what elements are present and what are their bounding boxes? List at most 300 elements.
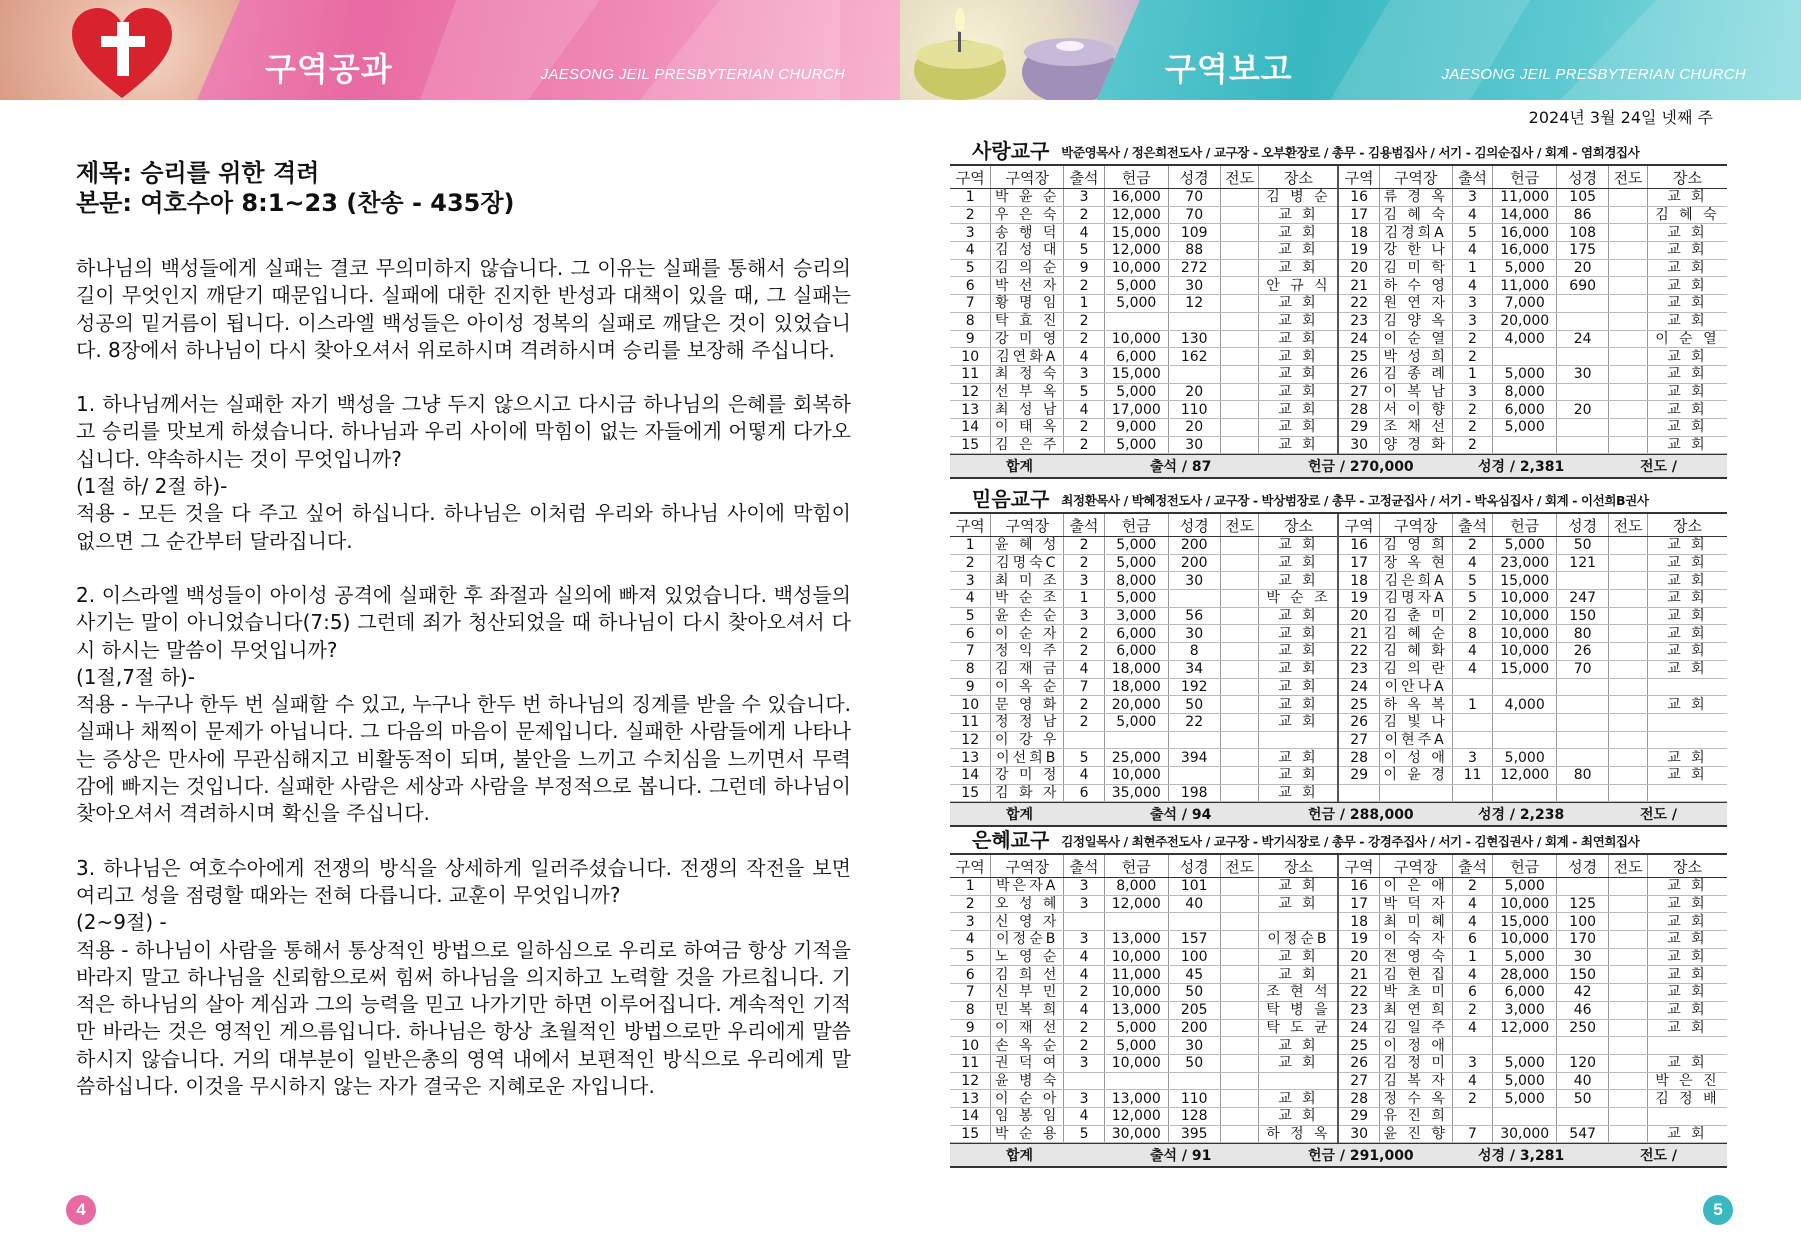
table-row (950, 713, 1727, 731)
table-cell: 4 (1064, 401, 1105, 419)
table-cell (1609, 931, 1648, 949)
table-cell: 2 (1064, 696, 1105, 714)
table-cell (1259, 1072, 1339, 1090)
table-cell (1220, 1107, 1259, 1125)
table-cell: 4 (950, 590, 991, 608)
table-cell: 5,000 (1493, 878, 1557, 896)
table-cell: 6 (950, 966, 991, 984)
table-cell: 13,000 (1104, 1090, 1168, 1108)
table-cell: 교 회 (1259, 312, 1339, 330)
column-header: 장소 (1647, 855, 1727, 878)
table-cell: 류 경 옥 (1379, 189, 1452, 207)
table-cell: 395 (1168, 1125, 1220, 1143)
table-cell (1220, 242, 1259, 260)
table-cell: 20,000 (1493, 312, 1557, 330)
table-cell (1452, 784, 1493, 802)
table-cell: 6 (950, 625, 991, 643)
table-cell: 이안나A (1379, 678, 1452, 696)
table-cell (1220, 277, 1259, 295)
table-cell: 70 (1168, 189, 1220, 207)
table-cell: 5,000 (1104, 713, 1168, 731)
table-cell: 18,000 (1104, 660, 1168, 678)
table-cell: 안 규 식 (1259, 277, 1339, 295)
table-cell: 이 강 우 (991, 731, 1064, 749)
table-cell: 권 덕 여 (991, 1054, 1064, 1072)
table-cell: 70 (1168, 206, 1220, 224)
table-row (950, 537, 1727, 555)
table-cell (1220, 189, 1259, 207)
table-cell: 18 (1338, 572, 1379, 590)
table-cell (1220, 348, 1259, 366)
table-cell: 13,000 (1104, 1001, 1168, 1019)
table-cell: 교 회 (1259, 330, 1339, 348)
table-cell (1168, 766, 1220, 784)
table-row (950, 895, 1727, 913)
table-cell (1557, 713, 1609, 731)
table-cell (1104, 1072, 1168, 1090)
table-cell: 교 회 (1259, 878, 1339, 896)
table-cell: 16,000 (1493, 242, 1557, 260)
table-cell: 2 (1452, 607, 1493, 625)
table-cell: 50 (1168, 696, 1220, 714)
table-cell: 하 수 영 (1379, 277, 1452, 295)
table-cell: 25 (1338, 696, 1379, 714)
table-cell: 10 (950, 348, 991, 366)
column-header: 전도 (1220, 855, 1259, 878)
table-cell: 이 순 아 (991, 1090, 1064, 1108)
table-cell: 3 (1064, 1090, 1105, 1108)
table-cell: 5,000 (1493, 948, 1557, 966)
table-cell: 5,000 (1104, 295, 1168, 313)
heart-cross-photo (0, 0, 240, 100)
table-cell: 2 (1064, 436, 1105, 454)
table-cell: 394 (1168, 749, 1220, 767)
table-cell: 교 회 (1259, 625, 1339, 643)
table-cell: 12,000 (1104, 1107, 1168, 1125)
column-header: 성경 (1168, 166, 1220, 189)
table-cell: 27 (1338, 383, 1379, 401)
table-cell (1220, 878, 1259, 896)
table-cell (1609, 189, 1648, 207)
column-header: 구역 (1338, 166, 1379, 189)
column-header: 구역 (950, 166, 991, 189)
table-cell: 86 (1557, 206, 1609, 224)
table-cell: 15,000 (1493, 572, 1557, 590)
summary-offering: 헌금 / 288,000 (1308, 807, 1414, 824)
table-cell: 김연화A (991, 348, 1064, 366)
column-header: 헌금 (1104, 855, 1168, 878)
table-cell: 50 (1557, 537, 1609, 555)
district-report (950, 140, 1727, 479)
district-staff: 박준영목사 / 정은희전도사 / 교구장 - 오부환장로 / 총무 - 김용범집사 / 서기 - 김의순집사 / 회계 - 염희경집사 (1061, 145, 1640, 160)
table-cell: 30,000 (1104, 1125, 1168, 1143)
table-cell: 14 (950, 766, 991, 784)
table-cell: 12,000 (1104, 895, 1168, 913)
table-cell: 2 (950, 206, 991, 224)
table-cell: 3,000 (1493, 1001, 1557, 1019)
header-title: 구역보고 (1165, 50, 1293, 88)
table-cell: 교 회 (1259, 418, 1339, 436)
table-row (950, 948, 1727, 966)
summary-offering: 헌금 / 291,000 (1308, 1148, 1414, 1165)
table-cell: 23 (1338, 1001, 1379, 1019)
table-cell: 56 (1168, 607, 1220, 625)
table-cell: 4 (1064, 660, 1105, 678)
table-cell (1609, 660, 1648, 678)
table-cell: 교 회 (1647, 607, 1727, 625)
table-cell (1493, 1107, 1557, 1125)
table-cell: 교 회 (1259, 295, 1339, 313)
table-cell: 교 회 (1259, 696, 1339, 714)
candles-icon (900, 0, 1140, 100)
table-cell: 42 (1557, 984, 1609, 1002)
table-cell (1609, 365, 1648, 383)
table-cell (1493, 713, 1557, 731)
table-cell: 최 정 숙 (991, 365, 1064, 383)
table-cell: 1 (950, 878, 991, 896)
table-cell: 17 (1338, 206, 1379, 224)
table-cell: 3 (1452, 1054, 1493, 1072)
table-cell (1609, 295, 1648, 313)
table-cell: 교 회 (1259, 948, 1339, 966)
table-cell: 20 (1557, 259, 1609, 277)
table-cell: 교 회 (1647, 984, 1727, 1002)
table-cell: 130 (1168, 330, 1220, 348)
table-cell: 547 (1557, 1125, 1609, 1143)
table-cell: 교 회 (1647, 878, 1727, 896)
table-cell: 28 (1338, 749, 1379, 767)
summary-bible: 성경 / 3,281 (1478, 1148, 1565, 1165)
table-cell: 70 (1557, 660, 1609, 678)
table-cell (1452, 1107, 1493, 1125)
table-cell: 2 (1064, 713, 1105, 731)
table-cell: 김 희 선 (991, 966, 1064, 984)
table-cell: 30 (1557, 948, 1609, 966)
table-cell: 교 회 (1259, 1107, 1339, 1125)
table-cell: 19 (1338, 242, 1379, 260)
table-cell: 강 미 정 (991, 766, 1064, 784)
district-summary (950, 454, 1727, 479)
column-header: 성경 (1168, 514, 1220, 537)
column-header: 전도 (1220, 514, 1259, 537)
table-cell: 45 (1168, 966, 1220, 984)
table-cell (1609, 242, 1648, 260)
table-cell: 10,000 (1104, 330, 1168, 348)
table-cell (1338, 784, 1379, 802)
table-cell: 2 (950, 554, 991, 572)
table-cell: 10,000 (1493, 643, 1557, 661)
table-cell: 46 (1557, 1001, 1609, 1019)
column-header: 구역장 (991, 166, 1064, 189)
table-cell: 10,000 (1104, 948, 1168, 966)
header-facet (1330, 0, 1530, 100)
table-cell: 40 (1557, 1072, 1609, 1090)
table-cell: 28 (1338, 1090, 1379, 1108)
table-cell (1220, 731, 1259, 749)
table-cell: 1 (1452, 259, 1493, 277)
table-cell: 2 (1452, 401, 1493, 419)
table-row (950, 1090, 1727, 1108)
table-cell: 10,000 (1493, 590, 1557, 608)
table-cell: 30 (1168, 572, 1220, 590)
table-cell: 5 (1452, 224, 1493, 242)
table-cell (1493, 1037, 1557, 1055)
table-cell: 6,000 (1104, 625, 1168, 643)
table-cell (1379, 784, 1452, 802)
table-cell (1493, 678, 1557, 696)
table-row (950, 590, 1727, 608)
table-cell (1609, 984, 1648, 1002)
table-cell (1609, 224, 1648, 242)
table-cell: 김 혜 숙 (1647, 206, 1727, 224)
table-cell: 4 (1452, 1072, 1493, 1090)
table-cell: 김 현 집 (1379, 966, 1452, 984)
table-cell: 2 (1452, 330, 1493, 348)
table-cell: 26 (1338, 1054, 1379, 1072)
table-cell: 11,000 (1493, 189, 1557, 207)
column-header: 출석 (1064, 514, 1105, 537)
table-cell: 2 (1452, 1090, 1493, 1108)
table-cell (1609, 1107, 1648, 1125)
table-cell: 19 (1338, 931, 1379, 949)
table-cell: 4,000 (1493, 330, 1557, 348)
table-cell: 교 회 (1647, 660, 1727, 678)
table-cell: 최 미 혜 (1379, 913, 1452, 931)
table-cell: 10,000 (1104, 1054, 1168, 1072)
table-cell: 4 (1452, 206, 1493, 224)
table-cell: 13 (950, 1090, 991, 1108)
table-cell: 박 윤 순 (991, 189, 1064, 207)
table-cell: 임 봉 임 (991, 1107, 1064, 1125)
table-cell: 김명숙C (991, 554, 1064, 572)
table-cell: 교 회 (1259, 607, 1339, 625)
table-cell: 13 (950, 401, 991, 419)
table-cell: 5 (950, 607, 991, 625)
table-cell: 105 (1557, 189, 1609, 207)
table-cell: 3 (1064, 572, 1105, 590)
table-cell: 3 (1064, 931, 1105, 949)
paragraph-question-1: 1. 하나님께서는 실패한 자기 백성을 그냥 두지 않으시고 다시금 하나님의 은혜를 회복하고 승리를 맛보게 하셨습니다. 하나님과 우리 사이에 막힘이 없는 자들에게 어떻게 다가오십니다. 약속하시는 것이 무엇입니까? (76, 392, 851, 471)
column-header: 구역장 (991, 514, 1064, 537)
table-cell: 20,000 (1104, 696, 1168, 714)
table-cell: 16 (1338, 189, 1379, 207)
header-band-left (0, 0, 900, 100)
table-cell (1557, 295, 1609, 313)
page-number: 5 (1703, 1195, 1733, 1225)
table-cell (1647, 784, 1727, 802)
table-cell (1557, 572, 1609, 590)
table-cell: 1 (1064, 590, 1105, 608)
table-cell: 교 회 (1647, 401, 1727, 419)
table-cell (1609, 749, 1648, 767)
table-cell: 15,000 (1493, 660, 1557, 678)
table-cell: 이 재 선 (991, 1019, 1064, 1037)
table-cell (1609, 348, 1648, 366)
sermon-body (76, 255, 851, 1100)
table-cell: 5,000 (1104, 590, 1168, 608)
table-cell: 조 채 선 (1379, 418, 1452, 436)
column-header: 헌금 (1104, 166, 1168, 189)
table-cell (1220, 966, 1259, 984)
table-cell (1220, 660, 1259, 678)
table-cell (1609, 383, 1648, 401)
table-cell: 5 (1452, 590, 1493, 608)
table-cell (1452, 713, 1493, 731)
table-cell: 김 양 옥 (1379, 312, 1452, 330)
paragraph-question-3: 3. 하나님은 여호수아에게 전쟁의 방식을 상세하게 일러주셨습니다. 전쟁의 작전을 보면 여리고 성을 점령할 때와는 전혀 다릅니다. 교훈이 무엇입니까? (76, 855, 851, 907)
table-cell: 29 (1338, 766, 1379, 784)
table-cell: 4 (950, 242, 991, 260)
table-cell: 18,000 (1104, 678, 1168, 696)
table-cell: 21 (1338, 277, 1379, 295)
district-report (950, 488, 1727, 827)
table-cell (1220, 1054, 1259, 1072)
table-cell: 3 (1452, 189, 1493, 207)
table-cell: 4 (1064, 1107, 1105, 1125)
column-header: 성경 (1557, 514, 1609, 537)
table-row (950, 625, 1727, 643)
table-cell (1609, 607, 1648, 625)
table-cell (1168, 312, 1220, 330)
table-cell: 교 회 (1259, 554, 1339, 572)
table-cell: 4 (1452, 895, 1493, 913)
table-cell: 2 (1452, 878, 1493, 896)
table-cell (1647, 1037, 1727, 1055)
table-cell: 7 (1064, 678, 1105, 696)
table-cell (1609, 913, 1648, 931)
table-cell: 김 화 자 (991, 784, 1064, 802)
table-cell: 8 (1452, 625, 1493, 643)
table-cell (1452, 678, 1493, 696)
table-cell: 20 (1557, 401, 1609, 419)
table-cell: 교 회 (1647, 277, 1727, 295)
table-cell: 교 회 (1647, 913, 1727, 931)
table-cell: 40 (1168, 895, 1220, 913)
table-cell: 3 (1452, 383, 1493, 401)
table-cell (1168, 590, 1220, 608)
table-cell: 12,000 (1493, 766, 1557, 784)
table-row (950, 1054, 1727, 1072)
column-header: 구역장 (1379, 166, 1452, 189)
table-cell (1557, 312, 1609, 330)
table-cell: 김 재 금 (991, 660, 1064, 678)
table-row (950, 259, 1727, 277)
table-cell: 전 영 숙 (1379, 948, 1452, 966)
table-cell: 김 미 학 (1379, 259, 1452, 277)
table-cell (1609, 572, 1648, 590)
column-header: 구역 (950, 855, 991, 878)
table-cell: 15,000 (1104, 224, 1168, 242)
table-cell (1220, 418, 1259, 436)
table-cell: 교 회 (1259, 1037, 1339, 1055)
summary-label: 합계 (1006, 807, 1034, 824)
table-cell: 이현주A (1379, 731, 1452, 749)
table-cell: 4 (1452, 242, 1493, 260)
district-name: 믿음교구 (972, 487, 1050, 511)
table-cell: 20 (1338, 607, 1379, 625)
table-cell (1609, 1054, 1648, 1072)
table-cell (1557, 749, 1609, 767)
table-cell: 110 (1168, 401, 1220, 419)
table-cell: 교 회 (1647, 365, 1727, 383)
table-cell: 5 (950, 948, 991, 966)
table-cell: 김경희A (1379, 224, 1452, 242)
table-cell (1609, 731, 1648, 749)
table-cell: 이 정 애 (1379, 1037, 1452, 1055)
table-cell: 24 (1557, 330, 1609, 348)
table-cell (1168, 1072, 1220, 1090)
table-cell (1609, 766, 1648, 784)
table-cell (1609, 1037, 1648, 1055)
table-cell: 14 (950, 418, 991, 436)
table-cell (1609, 784, 1648, 802)
table-cell: 14,000 (1493, 206, 1557, 224)
table-cell: 30 (1557, 365, 1609, 383)
table-cell: 247 (1557, 590, 1609, 608)
table-cell: 8 (950, 312, 991, 330)
column-header: 전도 (1220, 166, 1259, 189)
table-cell: 23 (1338, 660, 1379, 678)
table-cell (1609, 418, 1648, 436)
table-cell: 50 (1168, 984, 1220, 1002)
column-header: 구역 (1338, 855, 1379, 878)
table-cell: 6 (1452, 931, 1493, 949)
column-header: 전도 (1609, 855, 1648, 878)
table-cell (1220, 895, 1259, 913)
table-cell: 2 (1064, 984, 1105, 1002)
table-cell: 28 (1338, 401, 1379, 419)
table-cell (1220, 224, 1259, 242)
table-cell: 8 (950, 660, 991, 678)
table-cell: 8 (950, 1001, 991, 1019)
table-cell: 30 (1168, 625, 1220, 643)
table-cell: 108 (1557, 224, 1609, 242)
table-row (950, 1001, 1727, 1019)
table-cell (1609, 537, 1648, 555)
table-row (950, 206, 1727, 224)
table-cell: 5,000 (1493, 259, 1557, 277)
column-header: 출석 (1452, 855, 1493, 878)
table-cell (1168, 365, 1220, 383)
table-cell: 교 회 (1259, 259, 1339, 277)
table-cell: 김 정 배 (1647, 1090, 1727, 1108)
table-cell: 2 (1064, 1019, 1105, 1037)
table-row (950, 365, 1727, 383)
table-cell: 5,000 (1493, 1054, 1557, 1072)
table-row (950, 224, 1727, 242)
table-cell (1609, 206, 1648, 224)
table-cell: 15 (950, 436, 991, 454)
table-cell: 17 (1338, 895, 1379, 913)
table-cell: 5,000 (1493, 1072, 1557, 1090)
table-cell: 200 (1168, 1019, 1220, 1037)
table-cell (1609, 590, 1648, 608)
table-cell: 교 회 (1259, 1090, 1339, 1108)
table-cell: 김 은 주 (991, 436, 1064, 454)
table-cell: 9 (950, 678, 991, 696)
district-header (950, 140, 1727, 166)
table-cell: 교 회 (1259, 784, 1339, 802)
summary-evang: 전도 / (1640, 807, 1678, 824)
table-cell: 교 회 (1647, 1125, 1727, 1143)
table-cell (1647, 713, 1727, 731)
table-cell: 3 (1064, 189, 1105, 207)
table-cell: 7,000 (1493, 295, 1557, 313)
table-cell: 13 (950, 749, 991, 767)
table-cell: 이 복 남 (1379, 383, 1452, 401)
table-cell: 교 회 (1647, 749, 1727, 767)
table-cell: 6 (1452, 984, 1493, 1002)
